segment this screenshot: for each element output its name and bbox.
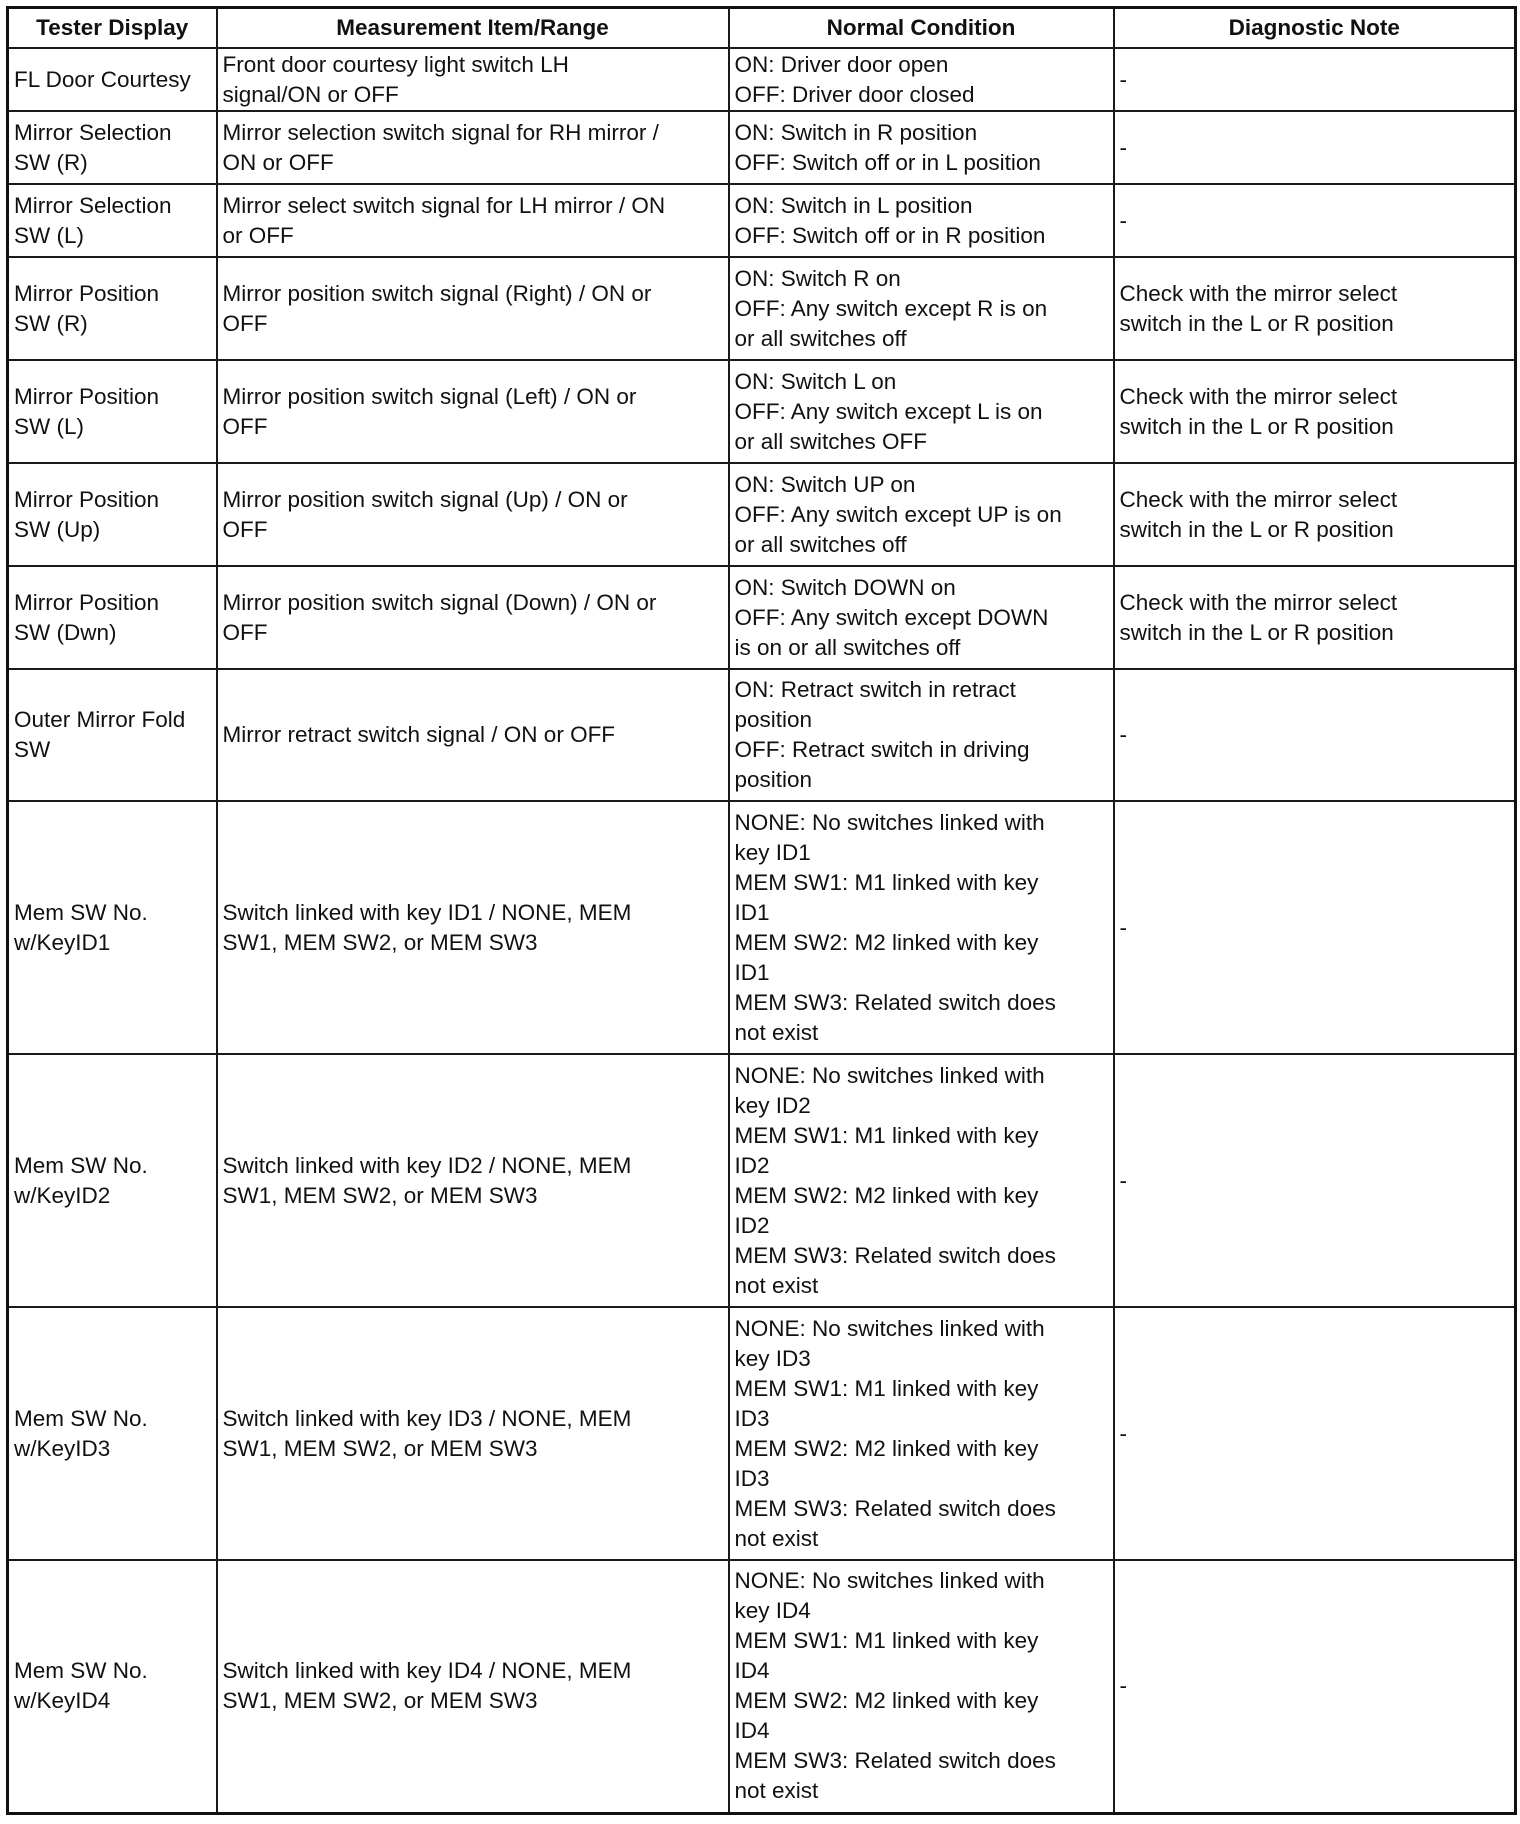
cell-normal-condition: ON: Driver door open OFF: Driver door closed [729,48,1114,111]
cell-normal-condition: ON: Switch L on OFF: Any switch except L is on or all switches OFF [729,360,1114,463]
cell-measurement-item: Switch linked with key ID3 / NONE, MEM SW1, MEM SW2, or MEM SW3 [217,1307,729,1560]
header-row [8,8,1516,49]
cell-normal-condition: NONE: No switches linked with key ID2 MEM SW1: M1 linked with key ID2 MEM SW2: M2 linked with key ID2 MEM SW3: Related switch does not exist [729,1054,1114,1307]
cell-tester-display: Mirror Selection SW (L) [8,184,217,257]
document-page [6,6,1514,1815]
cell-diagnostic-note: Check with the mirror select switch in the L or R position [1114,257,1516,360]
cell-measurement-item: Mirror position switch signal (Up) / ON or OFF [217,463,729,566]
header-tester-display: Tester Display [8,8,217,49]
cell-tester-display: FL Door Courtesy [8,48,217,111]
cell-diagnostic-note: - [1114,1054,1516,1307]
table-row [8,1307,1516,1560]
table-row [8,111,1516,184]
cell-measurement-item: Mirror retract switch signal / ON or OFF [217,669,729,801]
header-normal-condition: Normal Condition [729,8,1114,49]
table-row [8,1054,1516,1307]
cell-normal-condition: ON: Switch R on OFF: Any switch except R is on or all switches off [729,257,1114,360]
cell-diagnostic-note: - [1114,111,1516,184]
table-row [8,669,1516,801]
cell-normal-condition: ON: Switch UP on OFF: Any switch except UP is on or all switches off [729,463,1114,566]
cell-measurement-item: Switch linked with key ID4 / NONE, MEM SW1, MEM SW2, or MEM SW3 [217,1560,729,1813]
cell-measurement-item: Mirror position switch signal (Right) / ON or OFF [217,257,729,360]
cell-diagnostic-note: - [1114,184,1516,257]
cell-measurement-item: Mirror select switch signal for LH mirror / ON or OFF [217,184,729,257]
cell-normal-condition: ON: Retract switch in retract position OFF: Retract switch in driving position [729,669,1114,801]
cell-measurement-item: Switch linked with key ID2 / NONE, MEM SW1, MEM SW2, or MEM SW3 [217,1054,729,1307]
cell-diagnostic-note: - [1114,669,1516,801]
table-row [8,801,1516,1054]
table-row [8,360,1516,463]
table-row [8,566,1516,669]
table-row [8,1560,1516,1813]
cell-diagnostic-note: Check with the mirror select switch in the L or R position [1114,566,1516,669]
diagnostic-data-table [6,6,1517,1815]
cell-diagnostic-note: - [1114,1560,1516,1813]
cell-tester-display: Mem SW No. w/KeyID1 [8,801,217,1054]
cell-normal-condition: NONE: No switches linked with key ID1 MEM SW1: M1 linked with key ID1 MEM SW2: M2 linked with key ID1 MEM SW3: Related switch does not exist [729,801,1114,1054]
cell-tester-display: Mem SW No. w/KeyID3 [8,1307,217,1560]
table-row [8,48,1516,111]
cell-tester-display: Mem SW No. w/KeyID4 [8,1560,217,1813]
cell-tester-display: Mirror Position SW (R) [8,257,217,360]
cell-measurement-item: Mirror position switch signal (Down) / ON or OFF [217,566,729,669]
cell-tester-display: Outer Mirror Fold SW [8,669,217,801]
cell-tester-display: Mirror Position SW (Dwn) [8,566,217,669]
header-diagnostic-note: Diagnostic Note [1114,8,1516,49]
cell-normal-condition: ON: Switch in R position OFF: Switch off or in L position [729,111,1114,184]
cell-normal-condition: ON: Switch in L position OFF: Switch off or in R position [729,184,1114,257]
table-header [8,8,1516,49]
cell-measurement-item: Mirror position switch signal (Left) / ON or OFF [217,360,729,463]
cell-diagnostic-note: Check with the mirror select switch in the L or R position [1114,360,1516,463]
table-body [8,48,1516,1813]
table-row [8,463,1516,566]
cell-diagnostic-note: Check with the mirror select switch in the L or R position [1114,463,1516,566]
cell-diagnostic-note: - [1114,1307,1516,1560]
cell-measurement-item: Front door courtesy light switch LH signal/ON or OFF [217,48,729,111]
cell-tester-display: Mirror Position SW (L) [8,360,217,463]
cell-tester-display: Mem SW No. w/KeyID2 [8,1054,217,1307]
table-row [8,257,1516,360]
cell-diagnostic-note: - [1114,48,1516,111]
cell-measurement-item: Mirror selection switch signal for RH mirror / ON or OFF [217,111,729,184]
cell-diagnostic-note: - [1114,801,1516,1054]
cell-normal-condition: NONE: No switches linked with key ID4 MEM SW1: M1 linked with key ID4 MEM SW2: M2 linked with key ID4 MEM SW3: Related switch does not exist [729,1560,1114,1813]
cell-measurement-item: Switch linked with key ID1 / NONE, MEM SW1, MEM SW2, or MEM SW3 [217,801,729,1054]
header-measurement-item: Measurement Item/Range [217,8,729,49]
cell-tester-display: Mirror Selection SW (R) [8,111,217,184]
cell-tester-display: Mirror Position SW (Up) [8,463,217,566]
cell-normal-condition: NONE: No switches linked with key ID3 MEM SW1: M1 linked with key ID3 MEM SW2: M2 linked with key ID3 MEM SW3: Related switch does not exist [729,1307,1114,1560]
table-row [8,184,1516,257]
cell-normal-condition: ON: Switch DOWN on OFF: Any switch except DOWN is on or all switches off [729,566,1114,669]
